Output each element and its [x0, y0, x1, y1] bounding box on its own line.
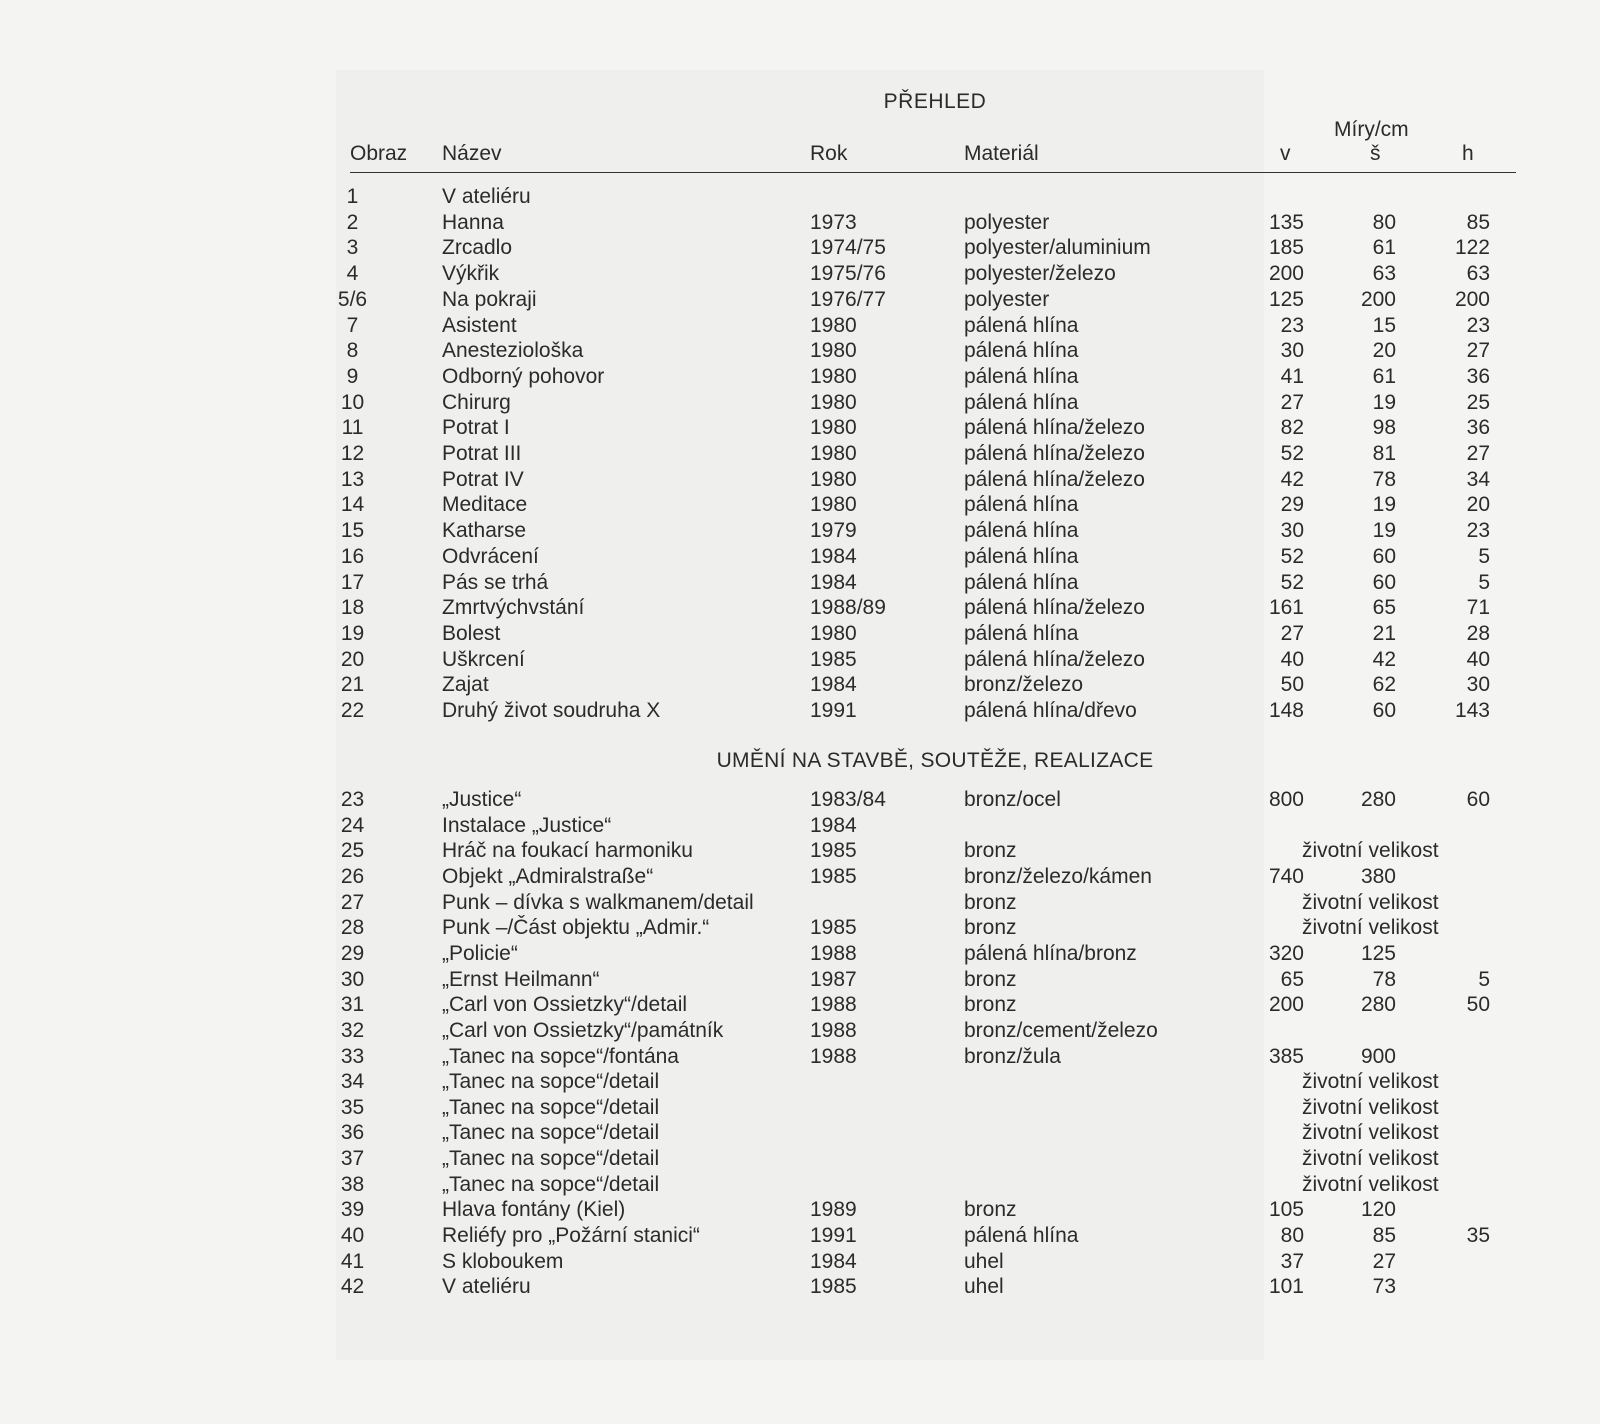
cell-name: Hanna	[442, 210, 504, 234]
cell-material: polyester/železo	[964, 262, 1116, 286]
cell-number: 21	[340, 673, 365, 697]
header-rule	[350, 172, 1516, 173]
cell-year: 1979	[810, 519, 857, 543]
cell-width: 900	[1360, 1044, 1396, 1068]
cell-depth: 27	[1466, 339, 1490, 363]
section-title: UMĚNÍ NA STAVBĚ, SOUTĚŽE, REALIZACE	[716, 749, 1154, 772]
cell-width: 120	[1360, 1198, 1396, 1222]
cell-height: 42	[1280, 467, 1304, 491]
cell-depth: 23	[1466, 313, 1490, 337]
cell-name: „Policie“	[442, 941, 518, 965]
cell-material: pálená hlína	[964, 621, 1079, 645]
cell-material: pálená hlína/železo	[964, 467, 1145, 491]
cell-material: uhel	[964, 1275, 1004, 1299]
cell-depth: 36	[1466, 364, 1490, 388]
cell-year: 1980	[810, 390, 857, 414]
cell-width: 62	[1372, 673, 1396, 697]
cell-depth: 35	[1466, 1224, 1490, 1248]
cell-name: „Tanec na sopce“/detail	[442, 1095, 660, 1119]
cell-width: 125	[1360, 941, 1396, 965]
cell-number: 5/6	[337, 287, 368, 311]
header-material: Materiál	[964, 142, 1039, 165]
cell-material: pálená hlína/železo	[964, 596, 1145, 620]
header-rok: Rok	[810, 142, 848, 165]
cell-material: pálená hlína	[964, 493, 1079, 517]
cell-depth: 5	[1478, 570, 1490, 594]
cell-name: Instalace „Justice“	[442, 813, 612, 837]
cell-height: 105	[1268, 1198, 1304, 1222]
cell-depth: 200	[1454, 287, 1490, 311]
cell-material: bronz	[964, 916, 1017, 940]
cell-number: 32	[340, 1018, 365, 1042]
table-row	[0, 261, 1600, 286]
cell-name: „Ernst Heilmann“	[442, 967, 600, 991]
cell-size-note: životní velikost	[1302, 1121, 1439, 1145]
cell-material: bronz	[964, 967, 1017, 991]
cell-year: 1988/89	[810, 596, 886, 620]
cell-year: 1988	[810, 1044, 857, 1068]
cell-name: „Tanec na sopce“/fontána	[442, 1044, 679, 1068]
cell-height: 29	[1280, 493, 1304, 517]
cell-height: 125	[1268, 287, 1304, 311]
cell-number: 12	[340, 442, 365, 465]
cell-year: 1984	[810, 813, 857, 837]
cell-name: „Tanec na sopce“/detail	[442, 1147, 660, 1171]
cell-depth: 63	[1466, 262, 1490, 286]
cell-width: 21	[1372, 621, 1396, 645]
cell-number: 20	[340, 647, 365, 671]
cell-year: 1984	[810, 1249, 857, 1273]
cell-number: 17	[340, 570, 365, 594]
table-row	[0, 647, 1600, 672]
cell-width: 78	[1372, 967, 1396, 991]
cell-depth: 30	[1466, 673, 1490, 697]
cell-width: 42	[1372, 647, 1396, 671]
cell-height: 23	[1280, 313, 1304, 337]
cell-number: 41	[340, 1249, 365, 1273]
cell-name: Druhý život soudruha X	[442, 699, 661, 722]
cell-material: polyester	[964, 210, 1050, 234]
cell-depth: 40	[1466, 647, 1490, 671]
cell-name: Potrat IV	[442, 467, 524, 491]
cell-height: 320	[1268, 941, 1304, 965]
cell-year: 1984	[810, 544, 857, 568]
cell-number: 31	[340, 993, 365, 1017]
cell-depth: 27	[1466, 442, 1490, 465]
cell-name: Asistent	[442, 313, 517, 337]
cell-name: Potrat III	[442, 442, 522, 465]
cell-size-note: životní velikost	[1302, 890, 1439, 914]
cell-name: S kloboukem	[442, 1249, 564, 1273]
cell-year: 1980	[810, 313, 857, 337]
cell-number: 14	[340, 493, 365, 517]
cell-name: Výkřik	[442, 262, 500, 286]
cell-number: 19	[340, 621, 365, 645]
cell-depth: 34	[1466, 467, 1490, 491]
cell-year: 1980	[810, 621, 857, 645]
table-row	[0, 1018, 1600, 1043]
cell-height: 740	[1268, 864, 1304, 888]
cell-height: 27	[1280, 390, 1304, 414]
cell-width: 73	[1372, 1275, 1396, 1299]
cell-number: 1	[346, 185, 359, 208]
cell-width: 20	[1372, 339, 1396, 363]
cell-width: 15	[1372, 313, 1396, 337]
cell-number: 7	[346, 313, 359, 337]
cell-year: 1980	[810, 416, 857, 440]
cell-name: Hráč na foukací harmoniku	[442, 839, 693, 863]
header-h: h	[1462, 142, 1474, 165]
header-v: v	[1280, 142, 1291, 165]
cell-height: 161	[1268, 596, 1304, 620]
cell-height: 148	[1268, 699, 1304, 722]
header-miry: Míry/cm	[1334, 118, 1409, 141]
cell-size-note: životní velikost	[1302, 1172, 1439, 1196]
cell-size-note: životní velikost	[1302, 916, 1439, 940]
table-row	[0, 1223, 1600, 1248]
cell-number: 13	[340, 467, 365, 491]
cell-material: pálená hlína/železo	[964, 416, 1145, 440]
table-row	[0, 787, 1600, 812]
cell-number: 26	[340, 864, 365, 888]
cell-number: 4	[346, 262, 359, 286]
cell-name: Zmrtvýchvstání	[442, 596, 585, 620]
cell-size-note: životní velikost	[1302, 1070, 1439, 1094]
cell-height: 800	[1268, 788, 1304, 811]
cell-depth: 25	[1466, 390, 1490, 414]
cell-material: pálená hlína/železo	[964, 647, 1145, 671]
cell-number: 42	[340, 1275, 365, 1299]
cell-year: 1980	[810, 364, 857, 388]
cell-name: V ateliéru	[442, 185, 531, 208]
cell-number: 25	[340, 839, 365, 863]
cell-height: 80	[1280, 1224, 1304, 1248]
cell-depth: 20	[1466, 493, 1490, 517]
cell-name: Zrcadlo	[442, 236, 513, 260]
cell-width: 280	[1360, 993, 1396, 1017]
table-row	[0, 1249, 1600, 1274]
table-row	[0, 338, 1600, 363]
cell-name: „Carl von Ossietzky“/památník	[442, 1018, 724, 1042]
cell-material: bronz/žula	[964, 1044, 1061, 1068]
cell-name: Potrat I	[442, 416, 510, 440]
cell-year: 1984	[810, 570, 857, 594]
cell-depth: 85	[1466, 210, 1490, 234]
cell-number: 11	[341, 416, 364, 440]
table-row	[0, 698, 1600, 723]
cell-year: 1984	[810, 673, 857, 697]
cell-name: „Tanec na sopce“/detail	[442, 1070, 660, 1094]
table-row	[0, 890, 1600, 915]
header-nazev: Název	[442, 142, 502, 165]
cell-year: 1974/75	[810, 236, 886, 260]
cell-number: 2	[346, 210, 359, 234]
table-row	[0, 1069, 1600, 1094]
cell-name: Punk –/Část objektu „Admir.“	[442, 916, 710, 940]
cell-height: 52	[1280, 570, 1304, 594]
table-row	[0, 544, 1600, 569]
cell-number: 34	[340, 1070, 365, 1094]
cell-material: bronz	[964, 993, 1017, 1017]
cell-name: Punk – dívka s walkmanem/detail	[442, 890, 754, 914]
cell-year: 1985	[810, 916, 857, 940]
table-row	[0, 967, 1600, 992]
cell-material: bronz/železo	[964, 673, 1084, 697]
header-s: š	[1370, 142, 1381, 165]
cell-size-note: životní velikost	[1302, 1095, 1439, 1119]
cell-depth: 71	[1466, 596, 1490, 620]
cell-width: 27	[1372, 1249, 1396, 1273]
table-row	[0, 1146, 1600, 1171]
table-row	[0, 1197, 1600, 1222]
cell-year: 1988	[810, 993, 857, 1017]
cell-size-note: životní velikost	[1302, 1147, 1439, 1171]
cell-width: 81	[1372, 442, 1396, 465]
table-row	[0, 915, 1600, 940]
table-row	[0, 992, 1600, 1017]
cell-number: 22	[340, 699, 365, 722]
cell-height: 50	[1280, 673, 1304, 697]
cell-height: 27	[1280, 621, 1304, 645]
table-row	[0, 415, 1600, 440]
cell-year: 1985	[810, 1275, 857, 1299]
cell-material: bronz	[964, 890, 1017, 914]
cell-name: Odborný pohovor	[442, 364, 605, 388]
cell-number: 40	[340, 1224, 365, 1248]
table-row	[0, 1172, 1600, 1197]
cell-width: 60	[1372, 544, 1396, 568]
cell-year: 1989	[810, 1198, 857, 1222]
table-row	[0, 441, 1600, 466]
cell-number: 30	[340, 967, 365, 991]
table-row	[0, 1120, 1600, 1145]
cell-number: 37	[340, 1147, 365, 1171]
cell-width: 78	[1372, 467, 1396, 491]
table-row	[0, 813, 1600, 838]
cell-number: 29	[340, 941, 365, 965]
cell-width: 19	[1372, 493, 1396, 517]
cell-material: bronz	[964, 1198, 1017, 1222]
cell-year: 1985	[810, 839, 857, 863]
table-row	[0, 941, 1600, 966]
cell-material: pálená hlína	[964, 390, 1079, 414]
cell-year: 1980	[810, 467, 857, 491]
table-row	[0, 210, 1600, 235]
cell-number: 35	[340, 1095, 365, 1119]
cell-number: 39	[340, 1198, 365, 1222]
cell-width: 19	[1372, 519, 1396, 543]
cell-year: 1985	[810, 647, 857, 671]
cell-depth: 23	[1466, 519, 1490, 543]
cell-name: Meditace	[442, 493, 528, 517]
cell-height: 30	[1280, 519, 1304, 543]
cell-name: Hlava fontány (Kiel)	[442, 1198, 626, 1222]
cell-width: 61	[1372, 364, 1396, 388]
cell-material: pálená hlína/železo	[964, 442, 1145, 465]
cell-depth: 122	[1454, 236, 1490, 260]
cell-name: „Justice“	[442, 788, 522, 811]
cell-number: 9	[346, 364, 359, 388]
cell-number: 15	[340, 519, 365, 543]
cell-width: 280	[1360, 788, 1396, 811]
cell-year: 1988	[810, 941, 857, 965]
cell-height: 41	[1280, 364, 1304, 388]
cell-number: 3	[346, 236, 359, 260]
cell-material: polyester	[964, 287, 1050, 311]
cell-height: 52	[1280, 442, 1304, 465]
cell-depth: 50	[1466, 993, 1490, 1017]
table-row	[0, 672, 1600, 697]
table-row	[0, 621, 1600, 646]
cell-name: Uškrcení	[442, 647, 525, 671]
cell-width: 60	[1372, 699, 1396, 722]
cell-year: 1983/84	[810, 788, 886, 811]
table-row	[0, 390, 1600, 415]
cell-depth: 60	[1466, 788, 1490, 811]
cell-width: 60	[1372, 570, 1396, 594]
cell-width: 65	[1372, 596, 1396, 620]
cell-material: pálená hlína	[964, 1224, 1079, 1248]
cell-year: 1980	[810, 442, 857, 465]
cell-year: 1973	[810, 210, 857, 234]
cell-material: pálená hlína/dřevo	[964, 699, 1137, 722]
cell-year: 1985	[810, 864, 857, 888]
cell-height: 37	[1280, 1249, 1304, 1273]
cell-name: Zajat	[442, 673, 489, 697]
cell-name: „Tanec na sopce“/detail	[442, 1121, 660, 1145]
cell-height: 200	[1268, 262, 1304, 286]
table-row	[0, 184, 1600, 209]
cell-number: 38	[340, 1172, 365, 1196]
cell-material: bronz/ocel	[964, 788, 1061, 811]
table-row	[0, 595, 1600, 620]
cell-height: 30	[1280, 339, 1304, 363]
cell-height: 385	[1268, 1044, 1304, 1068]
cell-height: 135	[1268, 210, 1304, 234]
cell-year: 1980	[810, 493, 857, 517]
cell-material: bronz/cement/železo	[964, 1018, 1158, 1042]
table-row	[0, 364, 1600, 389]
cell-size-note: životní velikost	[1302, 839, 1439, 863]
cell-year: 1991	[810, 1224, 857, 1248]
cell-material: pálená hlína	[964, 544, 1079, 568]
table-row	[0, 467, 1600, 492]
cell-height: 65	[1280, 967, 1304, 991]
cell-number: 16	[340, 544, 365, 568]
cell-number: 24	[340, 813, 365, 837]
cell-material: polyester/aluminium	[964, 236, 1151, 260]
cell-height: 52	[1280, 544, 1304, 568]
cell-width: 380	[1360, 864, 1396, 888]
cell-name: Odvrácení	[442, 544, 539, 568]
cell-width: 98	[1372, 416, 1396, 440]
cell-name: Chirurg	[442, 390, 511, 414]
cell-depth: 5	[1478, 967, 1490, 991]
cell-material: pálená hlína	[964, 339, 1079, 363]
cell-height: 185	[1268, 236, 1304, 260]
cell-depth: 28	[1466, 621, 1490, 645]
table-row	[0, 287, 1600, 312]
cell-number: 33	[340, 1044, 365, 1068]
cell-width: 80	[1372, 210, 1396, 234]
table-row	[0, 518, 1600, 543]
cell-number: 28	[340, 916, 365, 940]
cell-year: 1980	[810, 339, 857, 363]
cell-material: pálená hlína	[964, 570, 1079, 594]
cell-name: Katharse	[442, 519, 527, 543]
cell-year: 1987	[810, 967, 857, 991]
cell-name: „Carl von Ossietzky“/detail	[442, 993, 688, 1017]
cell-number: 8	[346, 339, 359, 363]
cell-year: 1976/77	[810, 287, 886, 311]
cell-name: Reliéfy pro „Požární stanici“	[442, 1224, 700, 1248]
cell-year: 1975/76	[810, 262, 886, 286]
cell-height: 82	[1280, 416, 1304, 440]
cell-material: bronz/železo/kámen	[964, 864, 1152, 888]
cell-number: 27	[340, 890, 365, 914]
cell-width: 61	[1372, 236, 1396, 260]
cell-height: 101	[1268, 1275, 1304, 1299]
cell-depth: 5	[1478, 544, 1490, 568]
cell-year: 1991	[810, 699, 857, 722]
table-row	[0, 492, 1600, 517]
cell-name: V ateliéru	[442, 1275, 531, 1299]
table-row	[0, 1044, 1600, 1069]
table-row	[0, 1274, 1600, 1299]
cell-depth: 143	[1454, 699, 1490, 722]
cell-name: Na pokraji	[442, 287, 537, 311]
table-row	[0, 1095, 1600, 1120]
cell-height: 40	[1280, 647, 1304, 671]
cell-material: bronz	[964, 839, 1017, 863]
cell-number: 18	[340, 596, 365, 620]
cell-width: 19	[1372, 390, 1396, 414]
cell-height: 200	[1268, 993, 1304, 1017]
cell-width: 200	[1360, 287, 1396, 311]
table-row	[0, 313, 1600, 338]
header-obraz: Obraz	[350, 142, 408, 165]
cell-name: „Tanec na sopce“/detail	[442, 1172, 660, 1196]
table-row	[0, 235, 1600, 260]
cell-material: pálená hlína	[964, 364, 1079, 388]
cell-name: Pás se trhá	[442, 570, 549, 594]
cell-number: 10	[340, 390, 365, 414]
cell-width: 85	[1372, 1224, 1396, 1248]
cell-material: pálená hlína	[964, 313, 1079, 337]
cell-name: Anesteziološka	[442, 339, 584, 363]
cell-name: Objekt „Admiralstraße“	[442, 864, 654, 888]
cell-width: 63	[1372, 262, 1396, 286]
cell-year: 1988	[810, 1018, 857, 1042]
cell-material: uhel	[964, 1249, 1004, 1273]
cell-number: 36	[340, 1121, 365, 1145]
page-title: PŘEHLED	[883, 90, 987, 113]
cell-depth: 36	[1466, 416, 1490, 440]
cell-name: Bolest	[442, 621, 501, 645]
table-row	[0, 864, 1600, 889]
table-row	[0, 570, 1600, 595]
cell-material: pálená hlína/bronz	[964, 941, 1137, 965]
table-row	[0, 838, 1600, 863]
cell-material: pálená hlína	[964, 519, 1079, 543]
cell-number: 23	[340, 788, 365, 811]
